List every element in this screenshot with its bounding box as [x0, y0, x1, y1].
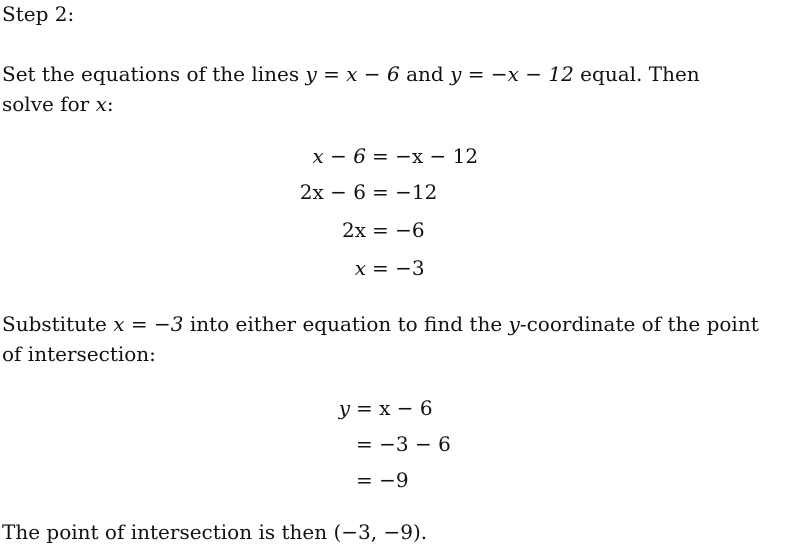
y-step-3-rhs: = −9	[356, 468, 409, 492]
substitute-line-2: of intersection:	[2, 342, 156, 366]
solve-step-2-rhs: = −12	[372, 180, 438, 204]
substitute-line-1	[2, 312, 759, 336]
solve-step-3	[0, 218, 425, 242]
y-step-2	[0, 432, 451, 456]
y-step-1-lhs: y	[338, 396, 350, 420]
solve-step-4	[0, 256, 425, 280]
y-step-1	[0, 396, 433, 420]
solve-step-1-lhs: x − 6	[312, 144, 366, 168]
solve-step-3-rhs: = −6	[372, 218, 425, 242]
intro-line2-prefix: solve for	[2, 92, 96, 116]
substitute-text-2: into either equation to find the	[183, 312, 509, 336]
substitute-var: y	[508, 312, 520, 336]
solve-step-1	[0, 144, 478, 168]
intro-text-3: equal. Then	[573, 62, 700, 86]
y-step-3	[0, 468, 409, 492]
intersection-point: (−3, −9)	[333, 520, 421, 544]
conclusion-line	[2, 520, 427, 544]
intro-text-1: Set the equations of the lines	[2, 62, 306, 86]
intro-line-1	[2, 62, 700, 86]
substitute-text-3: -coordinate of the point	[519, 312, 759, 336]
substitute-text-1: Substitute	[2, 312, 114, 336]
intro-text-2: and	[399, 62, 451, 86]
y-step-2-rhs: = −3 − 6	[356, 432, 451, 456]
conclusion-text: The point of intersection is then	[2, 520, 334, 544]
conclusion-end: .	[420, 520, 428, 544]
solve-step-4-lhs: x	[354, 256, 366, 280]
solve-step-2-lhs: 2x − 6	[299, 180, 366, 204]
equation-line-2: y = −x − 12	[450, 62, 574, 86]
solve-step-1-rhs: = −x − 12	[372, 144, 479, 168]
intro-line2-var: x	[95, 92, 107, 116]
solve-step-3-lhs: 2x	[341, 218, 366, 242]
equation-line-1: y = x − 6	[305, 62, 400, 86]
solve-step-2	[0, 180, 437, 204]
intro-line-2	[2, 92, 114, 116]
y-step-1-rhs: = x − 6	[356, 396, 433, 420]
step-label: Step 2:	[2, 2, 75, 26]
solve-step-4-rhs: = −3	[372, 256, 425, 280]
intro-line2-suffix: :	[106, 92, 114, 116]
substitute-equation: x = −3	[113, 312, 184, 336]
